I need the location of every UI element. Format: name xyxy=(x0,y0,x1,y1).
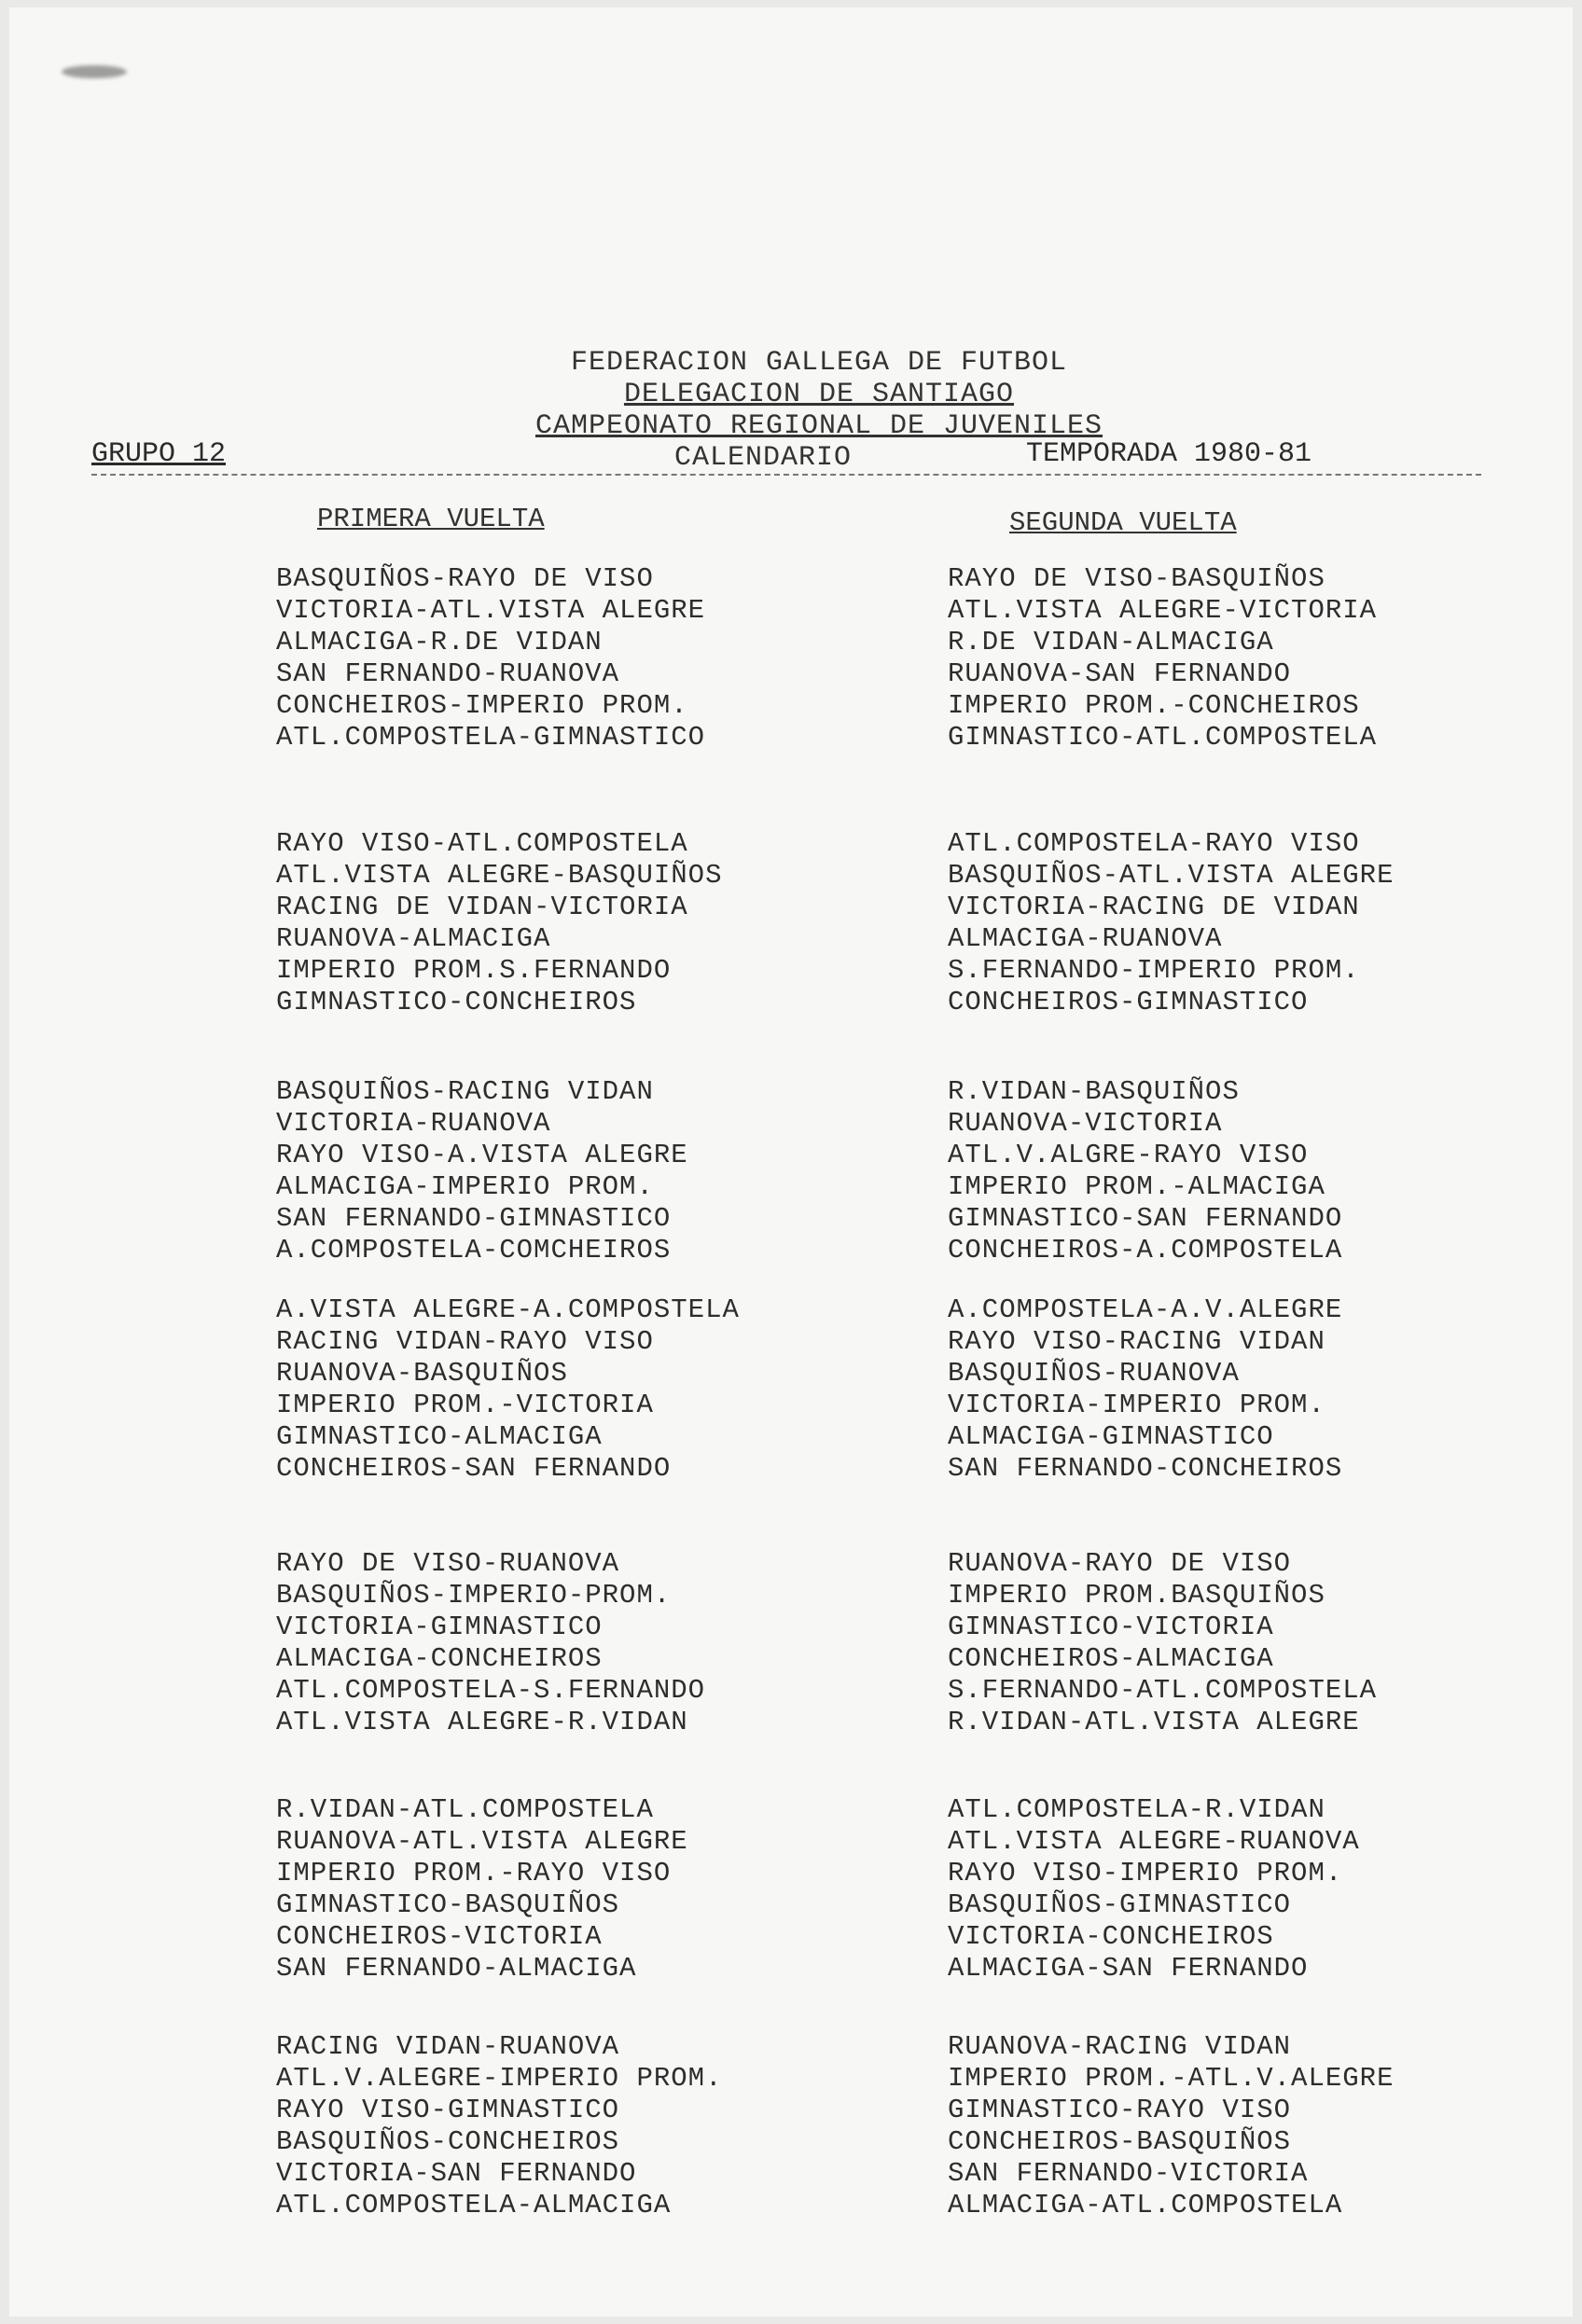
match-line: VICTORIA-SAN FERNANDO xyxy=(276,2158,637,2189)
match-line: RAYO VISO-IMPERIO PROM. xyxy=(948,1858,1343,1888)
match-line: ATL.COMPOSTELA-RAYO VISO xyxy=(948,828,1360,859)
segunda-round-4 xyxy=(948,1294,1342,1485)
match-line: IMPERIO PROM.-CONCHEIROS xyxy=(948,690,1360,721)
match-line: VICTORIA-ATL.VISTA ALEGRE xyxy=(276,595,706,626)
match-line: GIMNASTICO-BASQUIÑOS xyxy=(276,1889,620,1920)
match-line: A.COMPOSTELA-COMCHEIROS xyxy=(276,1235,672,1266)
match-line: ATL.V.ALEGRE-IMPERIO PROM. xyxy=(276,2063,723,2094)
match-line: IMPERIO PROM.S.FERNANDO xyxy=(276,955,672,986)
segunda-round-5 xyxy=(948,1548,1377,1738)
match-line: ATL.VISTA ALEGRE-VICTORIA xyxy=(948,595,1378,626)
match-line: SAN FERNANDO-GIMNASTICO xyxy=(276,1203,672,1234)
match-line: ALMACIGA-GIMNASTICO xyxy=(948,1421,1274,1452)
segunda-round-1 xyxy=(948,563,1377,754)
season-label: TEMPORADA 1980-81 xyxy=(1026,438,1312,470)
match-line: ATL.COMPOSTELA-R.VIDAN xyxy=(948,1794,1325,1825)
match-line: SAN FERNANDO-ALMACIGA xyxy=(276,1953,637,1984)
match-line: BASQUIÑOS-RACING VIDAN xyxy=(276,1076,654,1107)
match-line: GIMNASTICO-SAN FERNANDO xyxy=(948,1203,1343,1234)
match-line: GIMNASTICO-CONCHEIROS xyxy=(276,987,637,1017)
match-line: R.VIDAN-ATL.VISTA ALEGRE xyxy=(948,1707,1360,1737)
match-line: CONCHEIROS-SAN FERNANDO xyxy=(276,1453,672,1484)
match-line: BASQUIÑOS-RAYO DE VISO xyxy=(276,563,654,594)
match-line: CONCHEIROS-IMPERIO PROM. xyxy=(276,690,688,721)
match-line: ATL.VISTA ALEGRE-RUANOVA xyxy=(948,1826,1360,1857)
match-line: BASQUIÑOS-RUANOVA xyxy=(948,1358,1240,1389)
ink-smudge xyxy=(62,65,127,78)
match-line: SAN FERNANDO-RUANOVA xyxy=(276,658,620,689)
match-line: R.VIDAN-ATL.COMPOSTELA xyxy=(276,1794,654,1825)
match-line: A.COMPOSTELA-A.V.ALEGRE xyxy=(948,1294,1343,1325)
match-line: CONCHEIROS-GIMNASTICO xyxy=(948,987,1309,1017)
calendar-title: CALENDARIO xyxy=(673,442,853,474)
match-line: VICTORIA-RACING DE VIDAN xyxy=(948,892,1360,922)
match-line: R.DE VIDAN-ALMACIGA xyxy=(948,627,1274,657)
match-line: R.VIDAN-BASQUIÑOS xyxy=(948,1076,1240,1107)
match-line: RUANOVA-BASQUIÑOS xyxy=(276,1358,568,1389)
match-line: CONCHEIROS-VICTORIA xyxy=(276,1921,603,1952)
segunda-round-3 xyxy=(948,1076,1342,1266)
match-line: SAN FERNANDO-VICTORIA xyxy=(948,2158,1309,2189)
match-line: BASQUIÑOS-GIMNASTICO xyxy=(948,1889,1292,1920)
match-line: ATL.VISTA ALEGRE-BASQUIÑOS xyxy=(276,860,723,891)
match-line: VICTORIA-GIMNASTICO xyxy=(276,1612,603,1642)
match-line: RACING VIDAN-RAYO VISO xyxy=(276,1326,654,1357)
segunda-round-6 xyxy=(948,1794,1360,1985)
match-line: RUANOVA-RACING VIDAN xyxy=(948,2031,1292,2062)
match-line: RUANOVA-VICTORIA xyxy=(948,1108,1223,1139)
match-line: ATL.COMPOSTELA-S.FERNANDO xyxy=(276,1675,706,1706)
match-line: ATL.COMPOSTELA-GIMNASTICO xyxy=(276,722,706,753)
championship-title: CAMPEONATO REGIONAL DE JUVENILES xyxy=(534,410,1103,442)
match-line: ALMACIGA-IMPERIO PROM. xyxy=(276,1171,654,1202)
segunda-round-7 xyxy=(948,2031,1394,2221)
match-line: RACING DE VIDAN-VICTORIA xyxy=(276,892,688,922)
match-line: VICTORIA-CONCHEIROS xyxy=(948,1921,1274,1952)
match-line: GIMNASTICO-RAYO VISO xyxy=(948,2095,1292,2125)
match-line: RAYO VISO-ATL.COMPOSTELA xyxy=(276,828,688,859)
match-line: ALMACIGA-ATL.COMPOSTELA xyxy=(948,2190,1343,2220)
match-line: IMPERIO PROM.-ATL.V.ALEGRE xyxy=(948,2063,1395,2094)
segunda-round-2 xyxy=(948,828,1394,1018)
match-line: ATL.COMPOSTELA-ALMACIGA xyxy=(276,2190,672,2220)
federation-title: FEDERACION GALLEGA DE FUTBOL xyxy=(570,347,1068,379)
primera-round-6 xyxy=(276,1794,688,1985)
match-line: RACING VIDAN-RUANOVA xyxy=(276,2031,620,2062)
match-line: ALMACIGA-RUANOVA xyxy=(948,923,1223,954)
match-line: BASQUIÑOS-IMPERIO-PROM. xyxy=(276,1580,672,1611)
document-page xyxy=(9,7,1573,2317)
primera-round-7 xyxy=(276,2031,722,2221)
match-line: RAYO VISO-GIMNASTICO xyxy=(276,2095,620,2125)
match-line: RUANOVA-SAN FERNANDO xyxy=(948,658,1292,689)
match-line: ATL.V.ALGRE-RAYO VISO xyxy=(948,1140,1309,1170)
match-line: RAYO DE VISO-BASQUIÑOS xyxy=(948,563,1325,594)
match-line: CONCHEIROS-BASQUIÑOS xyxy=(948,2126,1292,2157)
match-line: A.VISTA ALEGRE-A.COMPOSTELA xyxy=(276,1294,740,1325)
match-line: ATL.VISTA ALEGRE-R.VIDAN xyxy=(276,1707,688,1737)
match-line: SAN FERNANDO-CONCHEIROS xyxy=(948,1453,1343,1484)
match-line: RAYO DE VISO-RUANOVA xyxy=(276,1548,620,1579)
delegation-title: DELEGACION DE SANTIAGO xyxy=(623,379,1015,410)
primera-round-1 xyxy=(276,563,705,754)
match-line: IMPERIO PROM.-VICTORIA xyxy=(276,1390,654,1420)
match-line: GIMNASTICO-VICTORIA xyxy=(948,1612,1274,1642)
match-line: GIMNASTICO-ALMACIGA xyxy=(276,1421,603,1452)
match-line: ALMACIGA-CONCHEIROS xyxy=(276,1643,603,1674)
match-line: ALMACIGA-SAN FERNANDO xyxy=(948,1953,1309,1984)
primera-vuelta-title: PRIMERA VUELTA xyxy=(317,504,545,534)
segunda-vuelta-title: SEGUNDA VUELTA xyxy=(1009,507,1237,538)
match-line: VICTORIA-IMPERIO PROM. xyxy=(948,1390,1325,1420)
match-line: S.FERNANDO-ATL.COMPOSTELA xyxy=(948,1675,1378,1706)
match-line: IMPERIO PROM.-RAYO VISO xyxy=(276,1858,672,1888)
match-line: IMPERIO PROM.BASQUIÑOS xyxy=(948,1580,1325,1611)
match-line: RUANOVA-RAYO DE VISO xyxy=(948,1548,1292,1579)
match-line: CONCHEIROS-ALMACIGA xyxy=(948,1643,1274,1674)
match-line: RAYO VISO-RACING VIDAN xyxy=(948,1326,1325,1357)
primera-round-4 xyxy=(276,1294,740,1485)
match-line: BASQUIÑOS-ATL.VISTA ALEGRE xyxy=(948,860,1395,891)
match-line: RUANOVA-ATL.VISTA ALEGRE xyxy=(276,1826,688,1857)
match-line: BASQUIÑOS-CONCHEIROS xyxy=(276,2126,620,2157)
match-line: S.FERNANDO-IMPERIO PROM. xyxy=(948,955,1360,986)
match-line: CONCHEIROS-A.COMPOSTELA xyxy=(948,1235,1343,1266)
match-line: IMPERIO PROM.-ALMACIGA xyxy=(948,1171,1325,1202)
match-line: RUANOVA-ALMACIGA xyxy=(276,923,551,954)
primera-round-2 xyxy=(276,828,722,1018)
primera-round-3 xyxy=(276,1076,688,1266)
match-line: GIMNASTICO-ATL.COMPOSTELA xyxy=(948,722,1378,753)
group-label: GRUPO 12 xyxy=(91,438,227,470)
match-line: VICTORIA-RUANOVA xyxy=(276,1108,551,1139)
header-rule xyxy=(91,474,1481,476)
match-line: ALMACIGA-R.DE VIDAN xyxy=(276,627,603,657)
match-line: RAYO VISO-A.VISTA ALEGRE xyxy=(276,1140,688,1170)
primera-round-5 xyxy=(276,1548,705,1738)
